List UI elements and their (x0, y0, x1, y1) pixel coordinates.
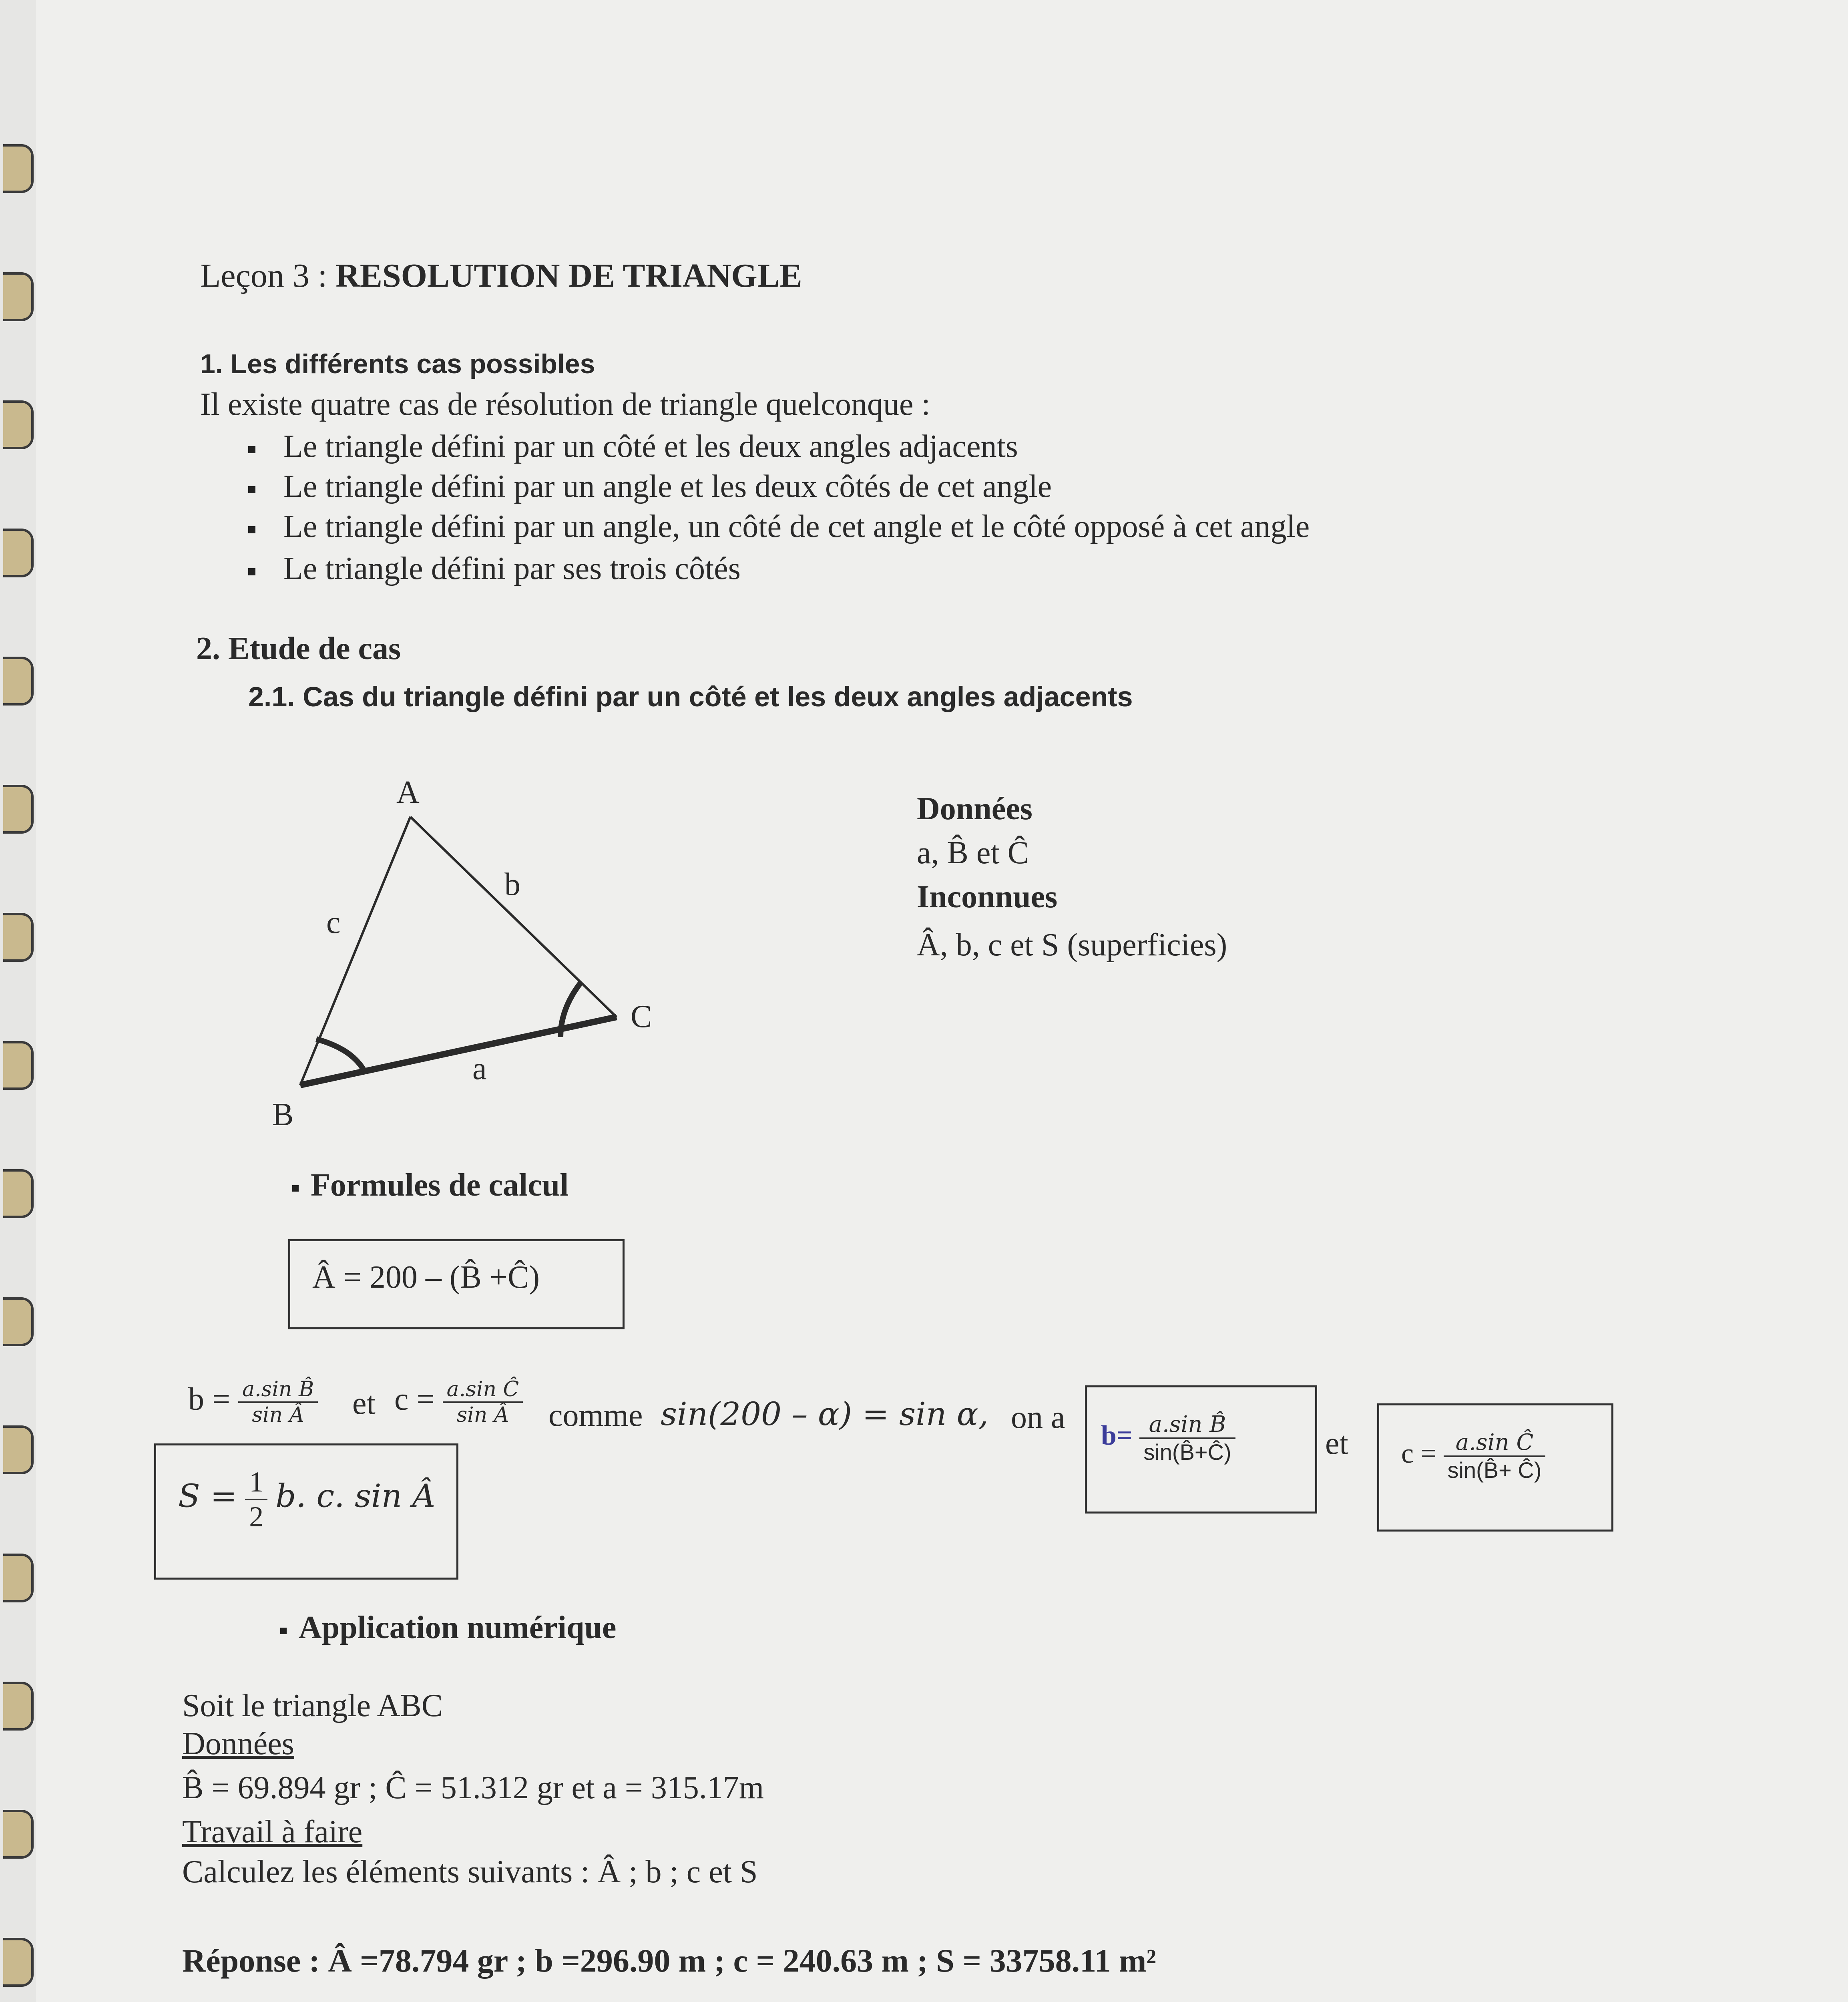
area-formula (178, 1465, 435, 1534)
b2-lhs: b= (1101, 1420, 1133, 1451)
binding-ring (3, 529, 34, 577)
angle-b-arc (316, 1039, 364, 1071)
b-formula (188, 1377, 318, 1427)
binding-ring (3, 1810, 34, 1859)
binding-ring (3, 400, 34, 449)
binding-ring (3, 1682, 34, 1731)
comme-text: comme (548, 1398, 643, 1433)
inconnues-label: Inconnues (917, 879, 1058, 915)
formulas-heading: Formules de calcul (292, 1167, 568, 1204)
side-c (300, 817, 410, 1085)
app-donnees-value: B̂ = 69.894 gr ; Ĉ = 51.312 gr et a = 315.17m (182, 1770, 764, 1805)
side-c-label: c (326, 905, 341, 940)
bullet-icon (280, 1628, 287, 1634)
vertex-a-label: A (396, 775, 420, 810)
inconnues-value: Â, b, c et S (superficies) (917, 927, 1227, 963)
et-2: et (1325, 1426, 1348, 1461)
case-item: Le triangle défini par un angle et les deux côtés de cet angle (248, 468, 1052, 505)
bullet-icon (248, 568, 255, 575)
b2-fraction: $\frac{\text{a.sin B̂}}{\sin(B̂+Ĉ)}$ (1139, 1411, 1235, 1465)
donnees-value: a, B̂ et Ĉ (917, 835, 1029, 870)
bullet-icon (248, 486, 255, 493)
side-a-label: a (472, 1051, 487, 1086)
binding-ring (3, 1041, 34, 1090)
application-heading: Application numérique (280, 1610, 616, 1646)
travail-value: Calculez les éléments suivants : Â ; b ; c et S (182, 1854, 758, 1889)
s-rhs: b. c. sin Â (275, 1477, 436, 1515)
s-fraction: $\frac{1}{2}$ (245, 1465, 267, 1534)
sine-identity: sin(200 – α) = sin α, (661, 1395, 989, 1433)
side-b (410, 817, 617, 1017)
soit-text: Soit le triangle ABC (182, 1688, 443, 1723)
binding-ring (3, 657, 34, 706)
c-lhs: c = (394, 1381, 435, 1417)
et-1: et (352, 1386, 376, 1421)
reponse-value: Â =78.794 gr ; b =296.90 m ; c = 240.63 m ; S = 33758.11 m² (328, 1942, 1156, 1979)
binding-ring (3, 1425, 34, 1474)
on-a-text: on a (1011, 1400, 1065, 1435)
binding-ring (3, 1554, 34, 1602)
reponse-label: Réponse : (182, 1942, 328, 1979)
case-item: Le triangle défini par ses trois côtés (248, 551, 741, 587)
case-item: Le triangle défini par un côté et les deux angles adjacents (248, 428, 1018, 465)
app-donnees-label: Données (182, 1726, 294, 1761)
case-item: Le triangle défini par un angle, un côté de cet angle et le côté opposé à cet angle (248, 509, 1310, 545)
c-formula (394, 1377, 523, 1427)
b-result (1101, 1411, 1235, 1465)
vertex-c-label: C (631, 999, 652, 1034)
donnees-label: Données (917, 791, 1032, 826)
b-fraction: $\frac{\text{a.sin B̂}}{\text{sin Â}}$ (238, 1377, 318, 1427)
binding-ring (3, 1297, 34, 1346)
binding-ring (3, 1938, 34, 1987)
c-fraction: $\frac{\text{a.sin Ĉ}}{\text{sin Â}}$ (443, 1377, 523, 1427)
s-lhs: S = (178, 1477, 237, 1515)
bullet-icon (292, 1185, 299, 1192)
binding-ring (3, 1169, 34, 1218)
section2-heading: 2. Etude de cas (196, 631, 401, 666)
reponse (182, 1942, 1156, 1980)
binding-ring (3, 785, 34, 834)
b-lhs: b = (188, 1381, 231, 1417)
lesson-prefix: Leçon 3 : (200, 257, 336, 294)
c2-fraction: $\frac{\text{a.sin Ĉ}}{\sin(B̂+ Ĉ)}$ (1444, 1429, 1546, 1483)
angle-formula: Â = 200 – (B̂ +Ĉ) (312, 1260, 540, 1295)
side-b-label: b (504, 867, 520, 902)
triangle-figure (256, 773, 697, 1145)
section1-intro: Il existe quatre cas de résolution de triangle quelconque : (200, 387, 930, 422)
lesson-title (200, 256, 802, 295)
vertex-b-label: B (272, 1097, 294, 1132)
section2-subheading: 2.1. Cas du triangle défini par un côté et les deux angles adjacents (248, 681, 1133, 712)
binding-ring (3, 144, 34, 193)
section1-heading: 1. Les différents cas possibles (200, 349, 595, 379)
bullet-icon (248, 526, 255, 533)
binding-ring (3, 913, 34, 962)
travail-label: Travail à faire (182, 1814, 363, 1849)
lesson-title-text: RESOLUTION DE TRIANGLE (335, 257, 802, 294)
binding-ring (3, 272, 34, 321)
c2-lhs: c = (1401, 1438, 1437, 1469)
bullet-icon (248, 446, 255, 453)
c-result (1401, 1429, 1545, 1483)
spiral-binding (0, 0, 48, 2002)
